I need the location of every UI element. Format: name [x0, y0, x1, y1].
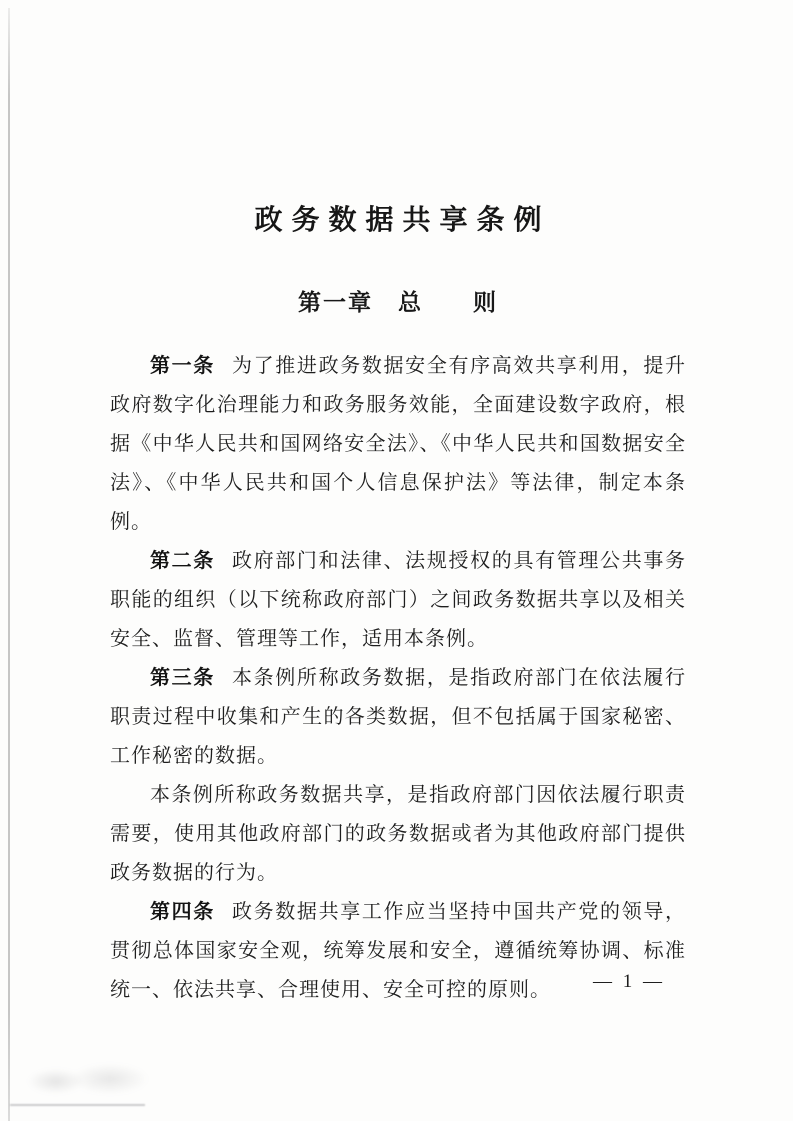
article-paragraph: [110, 659, 686, 776]
article-number: 第四条: [150, 901, 215, 923]
article-number: 第三条: [150, 667, 215, 689]
scan-bleedthrough-smudge: [22, 1055, 157, 1103]
article-text: 本条例所称政务数据共享，是指政府部门因依法履行职责需要，使用其他政府部门的政务数据或者为其他政府部门提供政务数据的行为。: [110, 784, 686, 884]
page-number: — 1 —: [593, 971, 665, 992]
document-title: 政务数据共享条例: [254, 205, 551, 236]
document-content: [110, 198, 686, 1010]
article-paragraph: [110, 347, 686, 542]
scan-bleedthrough-line: [10, 1104, 145, 1106]
document-body: [110, 347, 686, 1010]
article-paragraph: [110, 542, 686, 659]
article-text: 政务数据共享工作应当坚持中国共产党的领导，贯彻总体国家安全观，统筹发展和安全，遵循统筹协调、标准统一、依法共享、合理使用、安全可控的原则。: [110, 901, 687, 1001]
article-text: 政府部门和法律、法规授权的具有管理公共事务职能的组织（以下统称政府部门）之间政务数据共享以及相关安全、监督、管理等工作，适用本条例。: [110, 550, 687, 650]
article-number: 第一条: [150, 355, 215, 377]
scan-edge-shadow: [8, 8, 10, 1121]
article-number: 第二条: [150, 550, 215, 572]
article-text: 为了推进政务数据安全有序高效共享利用，提升政府数字化治理能力和政务服务效能，全面建设数字政府，根据《中华人民共和国网络安全法》、《中华人民共和国数据安全法》、《中华人民共和国个人信息保护法》等法律，制定本条例。: [110, 355, 687, 533]
chapter-heading: 第一章 总 则: [298, 290, 498, 315]
article-paragraph: [110, 776, 686, 893]
article-text: 本条例所称政务数据，是指政府部门在依法履行职责过程中收集和产生的各类数据，但不包括属于国家秘密、工作秘密的数据。: [110, 667, 687, 767]
